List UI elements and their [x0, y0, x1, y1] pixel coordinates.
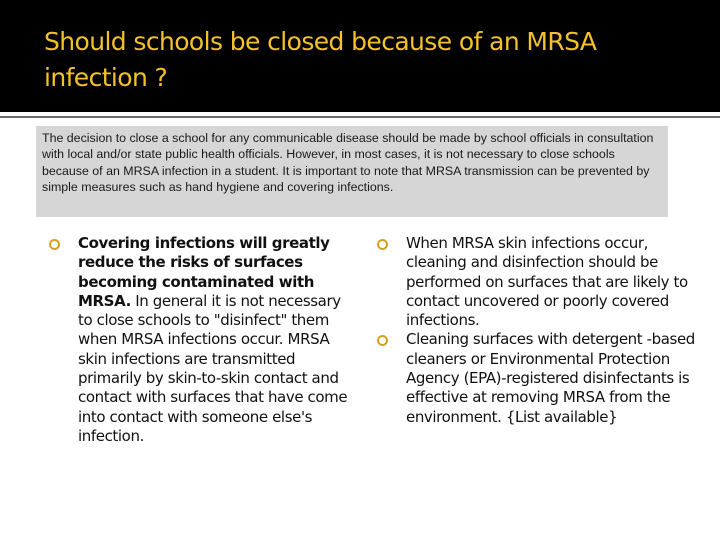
slide-title: Should schools be closed because of an MRSA infection ?	[44, 27, 597, 92]
hollow-circle-bullet-icon	[377, 335, 388, 346]
right-column	[376, 234, 706, 427]
bullet-text: When MRSA skin infections occur, cleaning and disinfection should be performed on surfaces that are likely to contact uncovered or poorly covered infections.	[406, 234, 688, 330]
hollow-circle-bullet-icon	[377, 239, 388, 250]
summary-note-box: The decision to close a school for any communicable disease should be made by school officials in consultation with local and/or state public health officials. However, in most cases, it is not necessary to close schools because of an MRSA infection in a student. It is important to note that MRSA transmission can be prevented by simple measures such as hand hygiene and covering infections.	[36, 126, 668, 217]
bullet-item	[376, 330, 706, 426]
bullet-item	[376, 234, 706, 330]
bullet-text: In general it is not necessary to close schools to "disinfect" them when MRSA infections occur. MRSA skin infections are transmitted primarily by skin-to-skin contact and contact with surfaces that have come into contact with someone else's infection.	[78, 291, 348, 445]
divider-line	[0, 116, 720, 118]
left-column	[48, 234, 348, 446]
bullet-text: Cleaning surfaces with detergent -based cleaners or Environmental Protection Agency (EPA)-registered disinfectants is effective at removing MRSA from the environment. {List available}	[406, 330, 695, 426]
bullet-bold-text: Covering infections will greatly reduce the risks of surfaces becoming contaminated with MRSA.	[78, 234, 330, 310]
bullet-item	[48, 234, 348, 446]
title-bar	[0, 0, 720, 112]
hollow-circle-bullet-icon	[49, 239, 60, 250]
